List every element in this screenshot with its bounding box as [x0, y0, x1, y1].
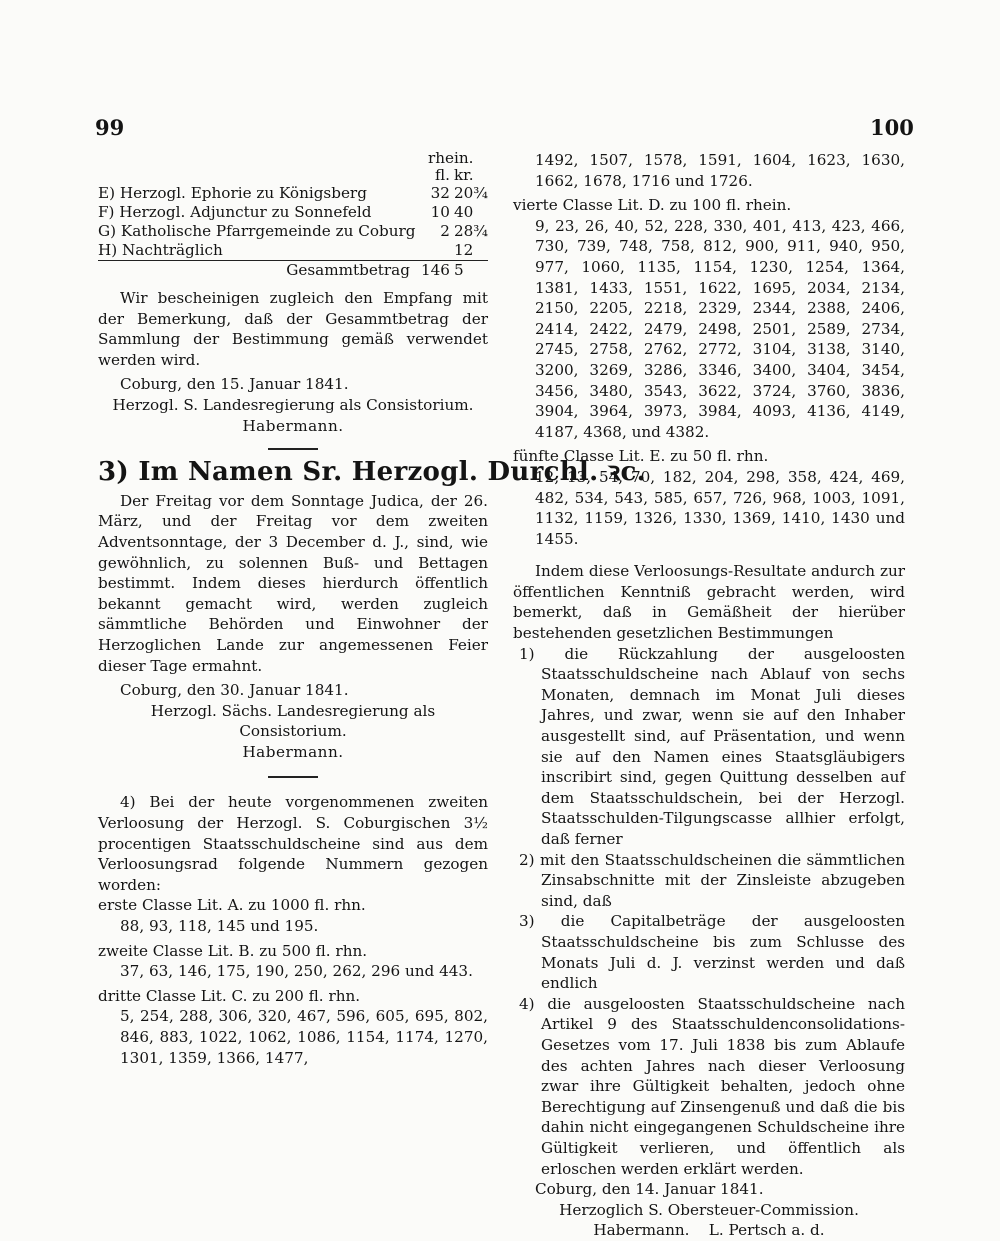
right-column	[513, 150, 905, 1241]
class4-label: vierte Classe Lit. D. zu 100 fl. rhein.	[513, 196, 792, 215]
currency-kr: kr.	[453, 166, 474, 184]
payment-label: G) Katholische Pfarrgemeinde zu Coburg	[98, 222, 416, 240]
payment-fl	[416, 241, 450, 261]
payment-fl: 32	[430, 184, 450, 202]
section-divider	[268, 776, 318, 778]
section3-authority: Herzogl. Sächs. Landesregierung als Consistorium.	[150, 701, 436, 741]
total-kr: 5	[450, 261, 488, 281]
payment-fl: 10	[430, 203, 450, 221]
list-item: 4) die ausgeloosten Staatsschuldscheine nach Artikel 9 des Staatsschuldenconsolidations-Gesetzes vom 17. Juli 1838 bis zum Ablaufe des achten Jahres nach dieser Verloosung zwar ihre Gültigkeit behalten, jedoch ohne Berechtigung auf Zinsengenuß und daß die bis dahin nicht eingegangenen Schuldscheine ihre Gültigkeit verlieren, und öffentlich als erloschen werden erklärt werden.	[519, 994, 905, 1178]
class1-numbers: 88, 93, 118, 145 und 195.	[120, 917, 319, 936]
page-number-left: 99	[95, 115, 125, 140]
payment-row	[98, 222, 488, 241]
closing-signers: Habermann. L. Pertsch a. d.	[593, 1221, 825, 1240]
class3-label: dritte Classe Lit. C. zu 200 fl. rhn.	[98, 986, 361, 1005]
section3-signer: Habermann.	[242, 742, 344, 761]
payment-label: E) Herzogl. Ephorie zu Königsberg	[98, 184, 367, 202]
payment-kr: 12	[453, 241, 474, 259]
currency-fl: fl.	[434, 166, 450, 184]
certify-signer: Habermann.	[242, 416, 344, 435]
currency-unit: rhein.	[427, 149, 474, 167]
payment-table	[98, 150, 488, 280]
list-item: 1) die Rückzahlung der ausgeloosten Staatsschuldscheine nach Ablauf von sechs Monaten, demnach im Monat Juli dieses Jahres, und zwar, wenn sie auf den Inhaber ausgestellt sind, auf Präsentation, und wenn sie auf den Namen eines Staatsgläubigers inscribirt sind, gegen Quittung desselben auf dem Staatsschuldschein, bei der Herzogl. Staatsschulden-Tilgungscasse allhier erfolgt, daß ferner	[519, 644, 905, 848]
section3-date: Coburg, den 30. Januar 1841.	[120, 681, 349, 700]
list-item: 3) die Capitalbeträge der ausgeloosten Staatsschuldscheine bis zum Schlusse des Monats Juli d. J. verzinst werden und daß endlich	[519, 912, 905, 993]
closing-date: Coburg, den 14. Januar 1841.	[535, 1180, 764, 1199]
class5-numbers: 12, 13, 54, 70, 182, 204, 298, 358, 424, 469, 482, 534, 543, 585, 657, 726, 968, 1003, 1091, 1132, 1159, 1326, 1330, 1369, 1410, 1430 und 1455.	[535, 467, 905, 548]
total-row	[98, 261, 488, 281]
certify-authority: Herzogl. S. Landesregierung als Consistorium.	[112, 395, 474, 414]
currency-header-row	[98, 150, 488, 167]
class2-numbers: 37, 63, 146, 175, 190, 250, 262, 296 und 443.	[120, 962, 473, 981]
section4-intro: 4) Bei der heute vorgenommenen zweiten Verloosung der Herzogl. S. Coburgischen 3½ procentigen Staatsschuldscheine sind aus dem Verloosungsrad folgende Nummern gezogen worden:	[98, 793, 488, 894]
payment-kr: 40	[453, 203, 474, 221]
class1-label: erste Classe Lit. A. zu 1000 fl. rhn.	[98, 896, 366, 915]
class3-numbers-part1: 5, 254, 288, 306, 320, 467, 596, 605, 695, 802, 846, 883, 1022, 1062, 1086, 1154, 1174, 1270, 1301, 1359, 1366, 1477,	[120, 1007, 488, 1067]
list-item: 2) mit den Staatsschuldscheinen die sämmtlichen Zinsabschnitte mit der Zinsleiste abzugeben sind, daß	[519, 850, 905, 910]
payment-label: H) Nachträglich	[98, 241, 223, 259]
page-number-right: 100	[870, 115, 914, 140]
result-intro: Indem diese Verloosungs-Resultate andurch zur öffentlichen Kenntniß gebracht werden, wird bemerkt, daß in Gemäßheit der hierüber bestehenden gesetzlichen Bestimmungen	[513, 562, 905, 643]
payment-row	[98, 184, 488, 203]
payment-row	[98, 241, 488, 261]
payment-kr: 28¾	[453, 222, 488, 240]
total-label: Gesammtbetrag	[98, 261, 416, 281]
payment-label: F) Herzogl. Adjunctur zu Sonnefeld	[98, 203, 372, 221]
total-fl: 146	[416, 261, 450, 281]
closing-authority: Herzoglich S. Obersteuer-Commission.	[559, 1200, 859, 1219]
currency-subheader-row	[98, 167, 488, 184]
certify-text: Wir bescheinigen zugleich den Empfang mit der Bemerkung, daß der Gesammtbetrag der Sammlung der Bestimmung gemäß verwendet werden wird.	[98, 289, 488, 369]
section3-heading: 3) Im Namen Sr. Herzogl. Durchl. ꝛc.	[98, 457, 646, 488]
class4-numbers: 9, 23, 26, 40, 52, 228, 330, 401, 413, 423, 466, 730, 739, 748, 758, 812, 900, 911, 940, 950, 977, 1060, 1135, 1154, 1230, 1254, 1364, 1381, 1433, 1551, 1622, 1695, 2034, 2134, 2150, 2205, 2218, 2329, 2344, 2388, 2406, 2414, 2422, 2479, 2498, 2501, 2589, 2734, 2745, 2758, 2762, 2772, 3104, 3138, 3140, 3200, 3269, 3286, 3346, 3400, 3404, 3454, 3456, 3480, 3543, 3622, 3724, 3760, 3836, 3904, 3964, 3973, 3984, 4093, 4136, 4149, 4187, 4368, und 4382.	[535, 216, 905, 441]
payment-fl: 2	[440, 222, 450, 240]
payment-row	[98, 203, 488, 222]
section-divider	[268, 448, 318, 450]
class2-label: zweite Classe Lit. B. zu 500 fl. rhn.	[98, 941, 368, 960]
class3-numbers-part2: 1492, 1507, 1578, 1591, 1604, 1623, 1630, 1662, 1678, 1716 und 1726.	[535, 151, 905, 190]
certify-date: Coburg, den 15. Januar 1841.	[120, 375, 349, 394]
section3-text: Der Freitag vor dem Sonntage Judica, der 26. März, und der Freitag vor dem zweiten Adventsonntage, der 3 December d. J., sind, wie gewöhnlich, zu solennen Buß- und Bettagen bestimmt. Indem dieses hierdurch öffentlich bekannt gemacht wird, werden zugleich sämmtliche Behörden und Einwohner der Herzoglichen Lande zur angemessenen Feier dieser Tage ermahnt.	[98, 491, 488, 675]
class5-label: fünfte Classe Lit. E. zu 50 fl. rhn.	[513, 447, 769, 466]
payment-kr: 20¾	[453, 184, 488, 202]
